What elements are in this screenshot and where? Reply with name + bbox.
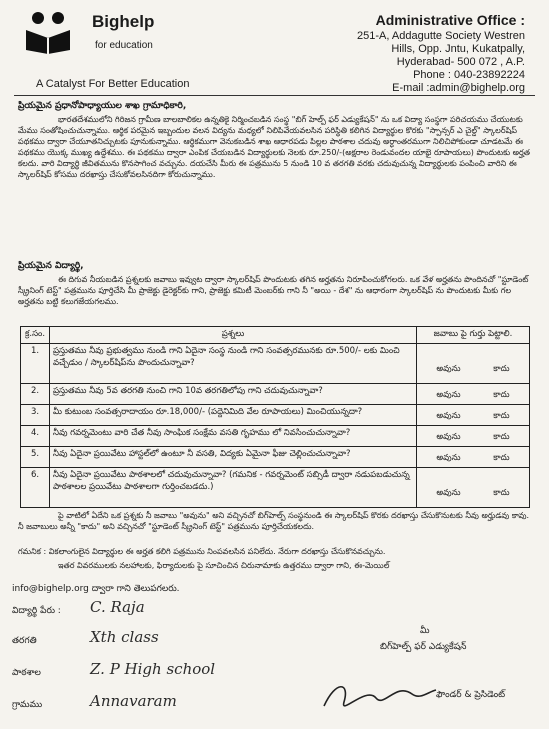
row-number: 2. [21, 384, 50, 405]
row-question: నీవు ఏదైనా ప్రయివేటు హాస్టల్‌లో ఉంటూ నీ వసతి, విద్యకు ఏమైనా ఫీజు చెల్లించుచున్నావా? [50, 447, 417, 468]
row-question: ప్రస్తుతము నీవు ప్రభుత్వము నుండి గాని ఏదైనా సంస్థ నుండి గాని సంవత్సరమునకు రూ.500/- లకు మించి వచ్చేడుం / స్కాలర్‌షిప్‌ను పొందుచున్నావా? [50, 344, 417, 384]
table-row [21, 426, 530, 447]
table-row [21, 447, 530, 468]
phone-line: Phone : 040-23892224 [413, 69, 525, 81]
col-number: క్ర.సం. [21, 327, 50, 344]
intro-paragraph: భారతదేశములోని గిరిజన గ్రామీణ బాలబాలికల ఉన్నతికై నిర్మించబడిన సంస్థ "బిగ్ హెల్ప్ ఫర్ ఎడ్యుకేషన్" ను ఒక విద్యా సంస్థగా పరిచయము చేయుటకు మేము సంతోషించుచున్నాము. ఆర్థిక పరమైన ఇబ్బందుల వలన విద్యను మధ్యలో నిలిపివేయవలసిన పరిస్థితి కలిగిన విద్యార్థుల కొరకు "స్పాన్సర్ ఎ చైల్డ్" స్కాలర్‌షిప్ పథకము ద్వారా చేయూతనిచ్చుటకు పూనుకున్నాము. ఆర్థికముగా వెనుకబడిన శాఖ ఆధారపడు పిల్లల పాఠశాల చదువు అర్ధాంతరముగా నిలిచిపోకుండా చూడటమే ఈ పథకము యొక్క ముఖ్య ఉద్దేశము. ఈ పథకము ద్వారా ఎంపిక చేయబడిన విద్యార్థులకు నెలకు రూ.250/-(అక్షరాల రెండువందల యాభై రూపాయలు) పొందుటకు అర్హత కలదు. వారి విద్యార్థి జీవితమును కొనసాగించ వచ్చును. దయచేసి మీరు ఈ పత్రమును 5 నుండి 10 వ తరగతి వరకు చదువుచున్న విద్యార్థులకు పంపించి వారిని ఈ స్కాలర్‌షిప్ కోసము దరఖాస్తు చేసుకోవలసినదిగా కోరుచున్నాము. [18, 115, 531, 179]
office-title: Administrative Office : [375, 12, 525, 28]
field-label-school: పాఠశాల [12, 668, 41, 678]
table-row [21, 344, 530, 384]
no-option[interactable]: కాదు [493, 432, 510, 442]
answer-cell [417, 344, 530, 384]
answer-cell [417, 447, 530, 468]
table-row [21, 468, 530, 508]
tagline: A Catalyst For Better Education [36, 78, 190, 90]
field-value-class[interactable]: Xth class [90, 628, 159, 646]
signature-title: ఫౌండర్ & ప్రెసిడెంట్ [436, 690, 506, 700]
yes-option[interactable]: అవును [436, 390, 461, 400]
signature-org: బిగ్‌హెల్ప్ ఫర్ ఎడ్యుకేషన్ [380, 642, 467, 652]
field-value-name[interactable]: C. Raja [90, 598, 145, 616]
answer-cell [417, 426, 530, 447]
header-divider [14, 95, 535, 96]
student-greeting: ప్రియమైన విద్యార్థి, [18, 261, 84, 271]
field-label-name: విద్యార్థి పేరు : [12, 606, 61, 616]
no-option[interactable]: కాదు [493, 411, 510, 421]
answer-cell [417, 384, 530, 405]
row-number: 4. [21, 426, 50, 447]
address-line: Hills, Opp. Jntu, Kukatpally, [391, 43, 525, 55]
no-option[interactable]: కాదు [493, 453, 510, 463]
no-option[interactable]: కాదు [493, 364, 510, 374]
bighelp-logo [22, 8, 74, 54]
signature-prefix: మీ [420, 626, 430, 636]
brand-subtitle: for education [95, 40, 153, 51]
answer-cell [417, 405, 530, 426]
questions-table [20, 326, 530, 508]
yes-option[interactable]: అవును [436, 453, 461, 463]
brand-name: Bighelp [92, 12, 155, 31]
address-line: Hyderabad- 500 072 , A.P. [396, 56, 525, 68]
yes-option[interactable]: అవును [436, 488, 461, 498]
field-label-class: తరగతి [12, 636, 37, 646]
field-label-village: గ్రామము [12, 700, 43, 710]
salutation: ప్రియమైన ప్రధానోపాధ్యాయుల శాఖ గ్రామాధికారి, [18, 101, 187, 111]
row-question: నీవు ఏదైనా ప్రయివేటు పాఠశాలలో చదువుచున్నావా? (గమనిక - గవర్నమెంట్ సబ్సిడీ ద్వారా నడుపబడుచున్న పాఠశాలల ప్రయివేటు పాఠశాలగా గుర్తించబడదు.) [50, 468, 417, 508]
eligibility-paragraph: పై వాటిలో ఏదేని ఒక ప్రశ్నకు నీ జవాబు "అవును" అని వచ్చినచో బిగ్‌హెల్ప్ సంస్థనుండి ఈ స్కాలర్‌షిప్ కొరకు దరఖాస్తు చేసుకొనుటకు నీవు అర్హుడవు కావు. నీ జవాబులు అన్నీ "కాదు" అని వచ్చినచో "స్టూడెంట్ స్క్రీనింగ్ టెస్ట్" పత్రమును పూర్తిచేయకలదు. [18, 511, 530, 531]
row-question: మీ కుటుంబ సంవత్సరాదాయం రూ.18,000/- (పద్దెనిమిది వేల రూపాయలు) మించియున్నదా? [50, 405, 417, 426]
contact-email-line: info@bighelp.org ద్వారా గాని తెలుపగలరు. [12, 584, 180, 594]
no-option[interactable]: కాదు [493, 390, 510, 400]
answer-cell [417, 468, 530, 508]
field-value-school[interactable]: Z. P High school [90, 660, 216, 678]
signature-scribble [320, 672, 440, 720]
row-number: 6. [21, 468, 50, 508]
field-value-village[interactable]: Annavaram [90, 692, 177, 710]
row-number: 5. [21, 447, 50, 468]
table-row [21, 405, 530, 426]
table-header-row [21, 327, 530, 344]
note-paragraph: గమనిక : వికలాంగులైన విద్యార్థుల ఈ అర్హత కలిగి పత్రమును నింపవలసిన పనిలేదు. నేరుగా దరఖాస్తు చేసుకొనవచ్చును. [18, 547, 386, 556]
col-questions: ప్రశ్నలు [50, 327, 417, 344]
student-paragraph: ఈ దిగువ నీయబడిన ప్రశ్నలకు జవాబు ఇవ్వుట ద్వారా స్కాలర్‌షిప్ పొందుటకు తగిన అర్హతను నిరూపించుకోగలరు. ఒక వేళ అర్హతను పొందినచో "స్టూడెంట్ స్క్రీనింగ్ టెస్ట్" పత్రమును పూర్తిచేసి మీ ప్రాజెక్టు డైరెక్టర్‌కు గాని, ప్రాజెక్టు కమిటీ మెంబర్‌కు గాని నీ "అయి - దేశ" ను ఆధారంగా స్కాలర్‌షిప్ ను పొందుటకు మీకు గల అర్హతను బట్టి కలుగజేయగలము. [18, 275, 529, 306]
yes-option[interactable]: అవును [436, 364, 461, 374]
yes-option[interactable]: అవును [436, 432, 461, 442]
email-line: E-mail :admin@bighelp.org [392, 82, 525, 94]
no-option[interactable]: కాదు [493, 488, 510, 498]
office-address [357, 12, 525, 95]
row-number: 3. [21, 405, 50, 426]
row-number: 1. [21, 344, 50, 384]
table-row [21, 384, 530, 405]
col-answer: జవాబు పై గుర్తు పెట్టాలి. [417, 327, 530, 344]
row-question: నీవు గవర్నమెంటు వారి చేత నీవు సాంఘిక సంక్షేమ వసతి గృహము లో నివసించుచున్నావా? [50, 426, 417, 447]
yes-option[interactable]: అవును [436, 411, 461, 421]
address-line: 251-A, Addagutte Society Westren [357, 30, 525, 42]
contact-paragraph: ఇతర వివరములకు నలహాలకు, ఫిర్యాదులకు పై సూచించిన చిరునామాకు ఉత్తరము ద్వారా గాని, ఈ-మెయిల్ [58, 561, 390, 570]
row-question: ప్రస్తుతము నీవు 5వ తరగతి నుంచి గాని 10వ తరగతిలోపు గాని చదువుచున్నావా? [50, 384, 417, 405]
